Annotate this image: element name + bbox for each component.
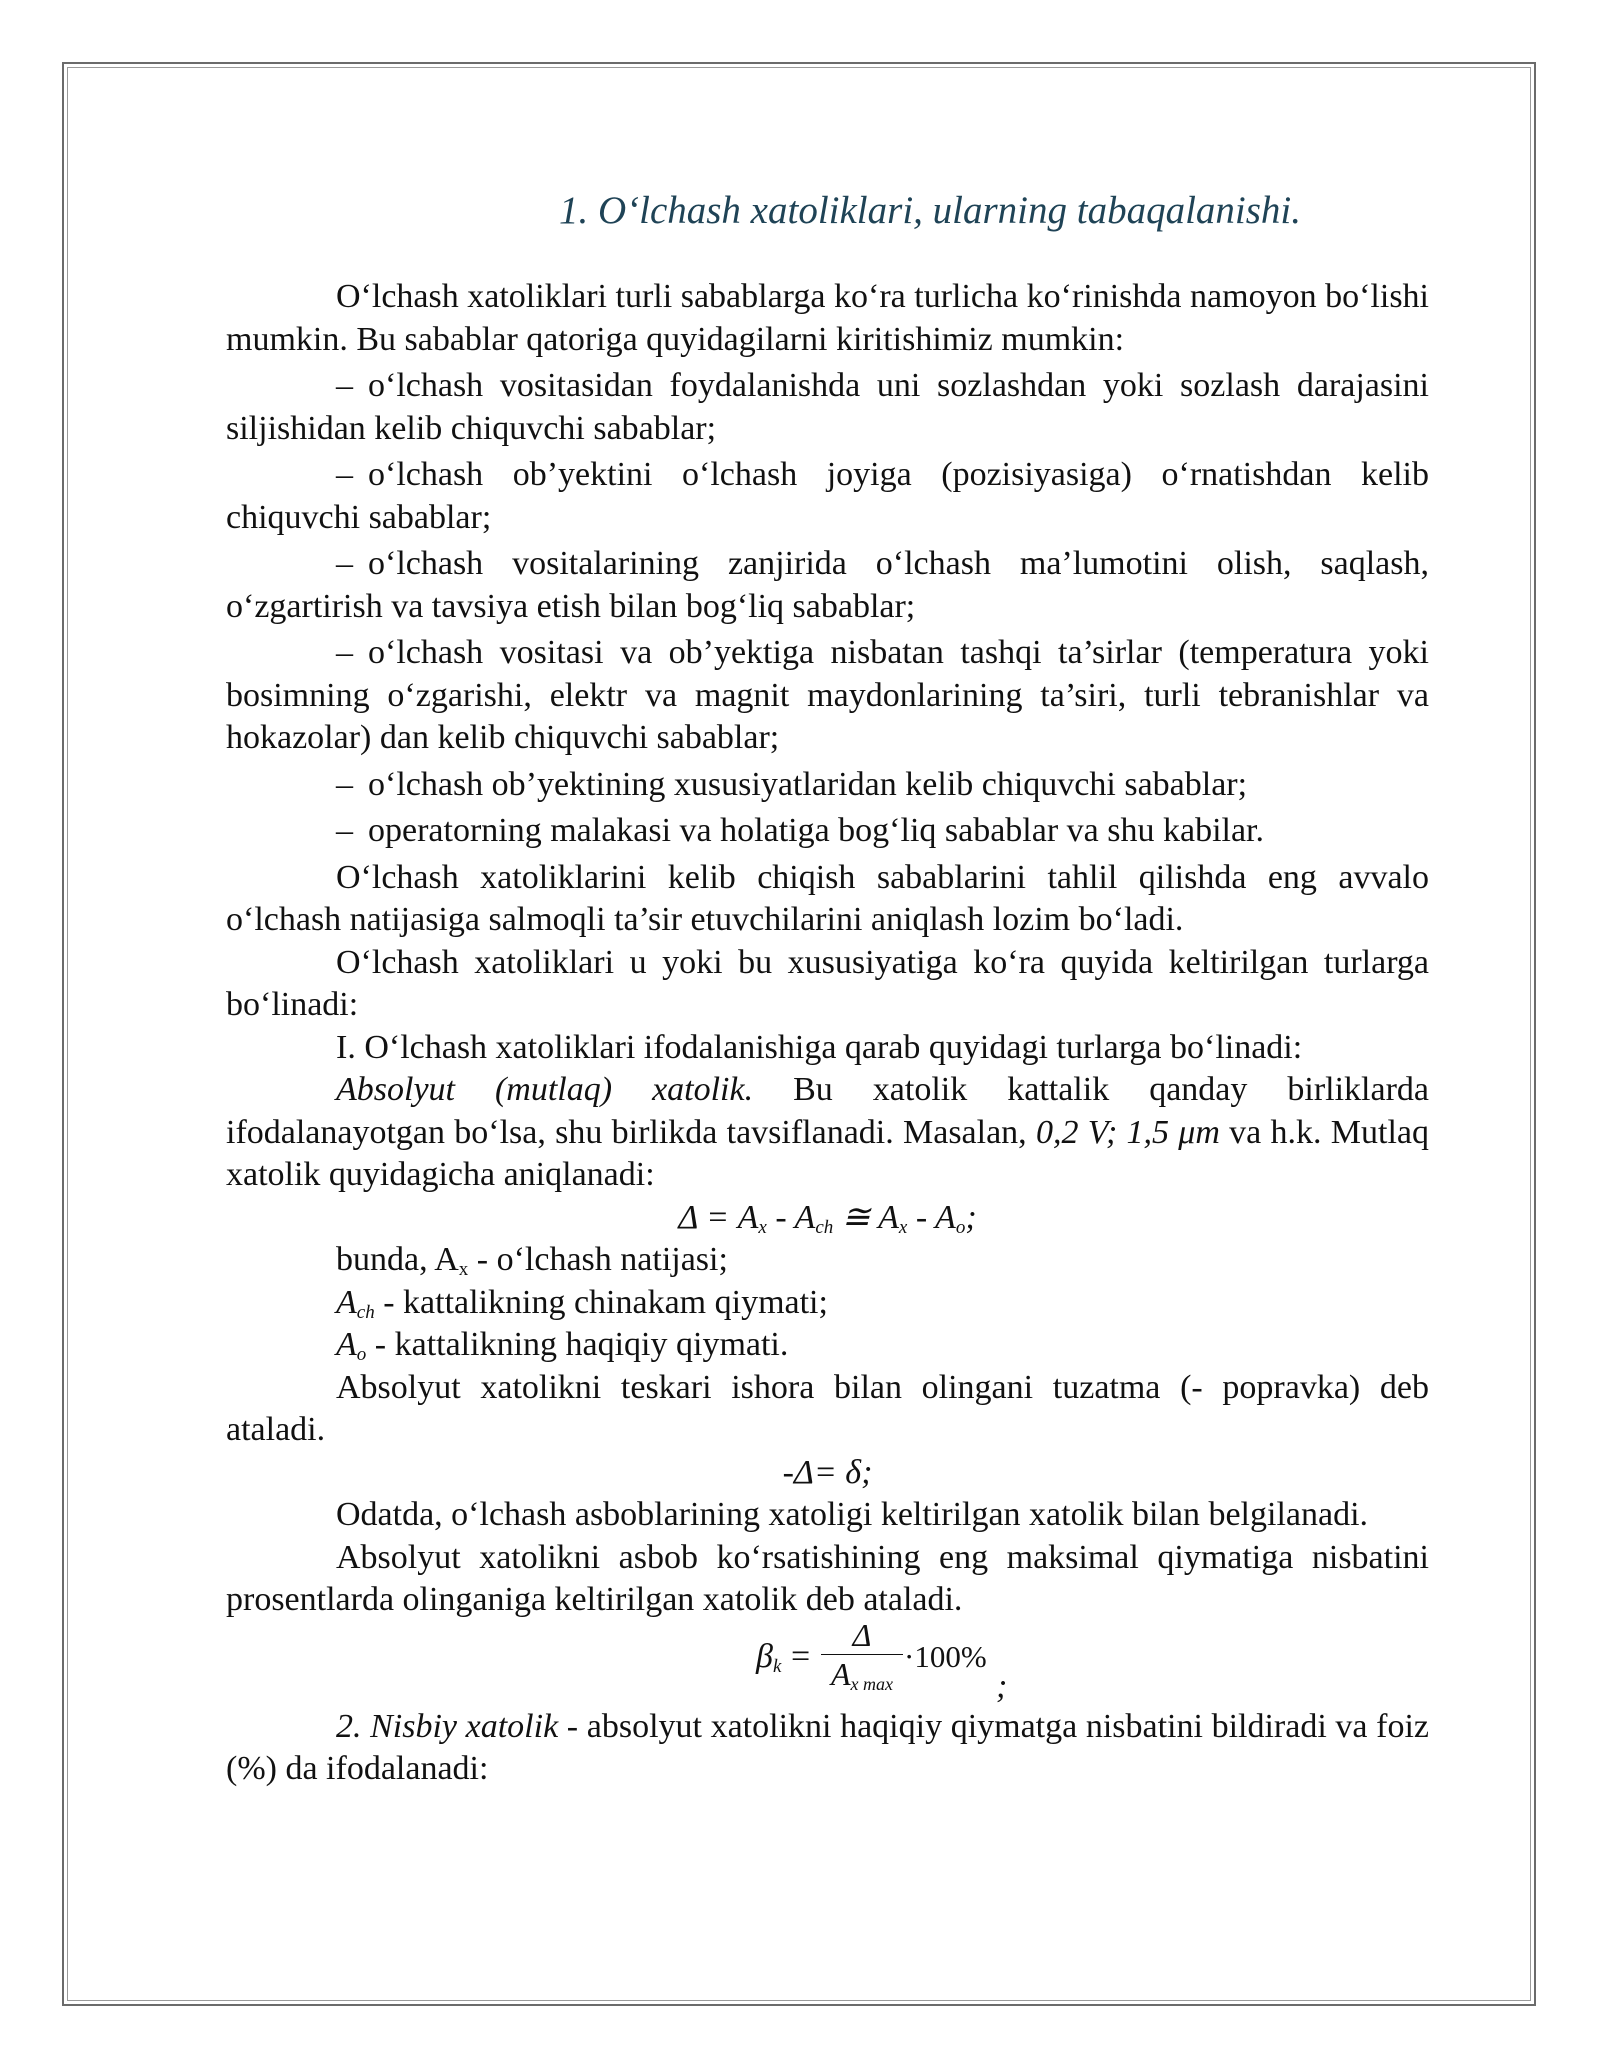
formula-sub: k	[772, 1655, 782, 1677]
formula-part: - A	[766, 1198, 816, 1236]
fraction-numerator: Δ	[852, 1616, 872, 1653]
relative-error-term: 2. Nisbiy xatolik	[336, 1707, 559, 1745]
dash-bullet: –	[336, 765, 353, 803]
definition-sub: o	[356, 1344, 367, 1365]
definition-ao	[226, 1324, 1429, 1367]
list-item-text: operatorning malakasi va holatiga bog‘liq sabablar va shu kabilar.	[368, 812, 1265, 849]
absolute-error-text-2: va h.k. Mutlaq xatolik quyidagicha aniqlanadi:	[226, 1113, 1430, 1193]
definition-symbol: A	[336, 1326, 357, 1363]
fraction-denominator	[821, 1655, 903, 1693]
intro-paragraph: O‘lchash xatoliklari turli sabablarga ko‘ra turlicha ko‘rinishda namoyon bo‘lishi mumkin. Bu sabablar qatoriga quyidagilarni kiritishimiz mumkin:	[226, 278, 1429, 358]
dash-bullet: –	[336, 634, 353, 671]
definition-text: - kattalikning haqiqiy qiymati.	[366, 1326, 789, 1363]
dash-bullet: –	[336, 545, 353, 582]
definition-symbol: A	[336, 1283, 357, 1321]
relative-error-text: - absolyut xatolikni haqiqiy qiymatga nisbatini bildiradi va foiz (%) da ifodalanadi:	[226, 1707, 1429, 1787]
dash-bullet: –	[336, 367, 353, 404]
list-item-text: o‘lchash vositasi va ob’yektiga nisbatan tashqi ta’sirlar (temperatura yoki bosimning o‘zgarishi, elektr va magnit maydonlarining ta’siri, turli tebranishlar va hokazolar) dan kelib chiquvchi sabablar;	[226, 634, 1429, 756]
dash-bullet: –	[336, 456, 353, 493]
relative-error-paragraph	[226, 1706, 1429, 1791]
formula-sub: x	[758, 1216, 767, 1238]
list-item	[226, 764, 1429, 807]
list-item	[226, 632, 1429, 760]
types-paragraph: O‘lchash xatoliklari u yoki bu xususiyatiga ko‘ra quyida keltirilgan turlarga bo‘linadi:	[226, 943, 1429, 1023]
document-body	[226, 276, 1429, 1791]
formula-sub: x	[898, 1216, 908, 1238]
formula-sub: ch	[815, 1216, 834, 1238]
section-title: 1. O‘lchash xatoliklari, ularning tabaqalanishi.	[558, 189, 1302, 232]
formula-part: ;	[965, 1198, 977, 1236]
absolute-error-paragraph	[226, 1069, 1429, 1197]
formula-part: β	[756, 1637, 773, 1675]
formula-sub: x max	[850, 1673, 894, 1694]
formula-percent: ·100%	[904, 1638, 987, 1674]
correction-paragraph: Absolyut xatolikni teskari ishora bilan olingani tuzatma (- popravka) deb ataladi.	[226, 1368, 1429, 1448]
list-item-text: o‘lchash ob’yektini o‘lchash joyiga (pozisiyasiga) o‘rnatishdan kelib chiquvchi sabablar;	[226, 456, 1429, 536]
reduced-error-formula	[226, 1616, 1429, 1706]
definition-ax	[226, 1239, 1429, 1282]
formula-part: Δ = A	[678, 1198, 759, 1236]
formula-part: - A	[907, 1198, 956, 1236]
list-item	[226, 810, 1429, 853]
absolute-error-example: 0,2 V; 1,5 μm	[1035, 1113, 1220, 1151]
formula-fraction	[821, 1616, 903, 1693]
formula-beta	[756, 1636, 781, 1679]
absolute-error-text: Bu xatolik kattalik qanday birliklarda ifodalanayotgan bo‘lsa, shu birlikda tavsiflanadi. Masalan,	[226, 1071, 1429, 1151]
formula-equals: =	[791, 1637, 811, 1675]
formula-part: ≅ A	[833, 1198, 899, 1236]
odatda-paragraph: Odatda, o‘lchash asboblarining xatoligi keltirilgan xatolik bilan belgilanadi.	[336, 1496, 1369, 1533]
definition-text: - o‘lchash natijasi;	[468, 1241, 728, 1278]
dash-bullet: –	[336, 812, 353, 849]
formula-semicolon: ;	[996, 1667, 1008, 1705]
types-I-paragraph: I. O‘lchash xatoliklari ifodalanishiga qarab quyidagi turlarga bo‘linadi:	[336, 1028, 1303, 1066]
list-item-text: o‘lchash ob’yektining xususiyatlaridan kelib chiquvchi sabablar;	[368, 765, 1248, 803]
reduced-error-paragraph: Absolyut xatolikni asbob ko‘rsatishining eng maksimal qiymatiga nisbatini prosentlarda olinganiga keltirilgan xatolik deb ataladi.	[226, 1538, 1429, 1618]
correction-formula: -Δ= δ;	[782, 1453, 873, 1491]
formula-part: A	[830, 1655, 851, 1692]
absolute-error-formula	[226, 1197, 1429, 1240]
list-item	[226, 454, 1429, 539]
absolute-error-term: Absolyut (mutlaq) xatolik.	[336, 1071, 754, 1108]
definition-text: - kattalikning chinakam qiymati;	[374, 1283, 828, 1321]
definition-symbol: bunda, A	[336, 1241, 459, 1278]
list-item-text: o‘lchash vositasidan foydalanishda uni sozlashdan yoki sozlash darajasini siljishidan kelib chiquvchi sabablar;	[226, 367, 1429, 447]
list-item-text: o‘lchash vositalarining zanjirida o‘lchash ma’lumotini olish, saqlash, o‘zgartirish va tavsiya etish bilan bog‘liq sabablar;	[226, 545, 1429, 625]
formula-sub: o	[955, 1216, 966, 1238]
analysis-paragraph: O‘lchash xatoliklarini kelib chiqish sabablarini tahlil qilishda eng avvalo o‘lchash natijasiga salmoqli ta’sir etuvchilarini aniqlash lozim bo‘ladi.	[226, 858, 1429, 938]
list-item	[226, 543, 1429, 628]
definition-ach	[226, 1282, 1429, 1325]
definition-sub: x	[458, 1259, 469, 1280]
definition-sub: ch	[356, 1301, 375, 1323]
list-item	[226, 365, 1429, 450]
